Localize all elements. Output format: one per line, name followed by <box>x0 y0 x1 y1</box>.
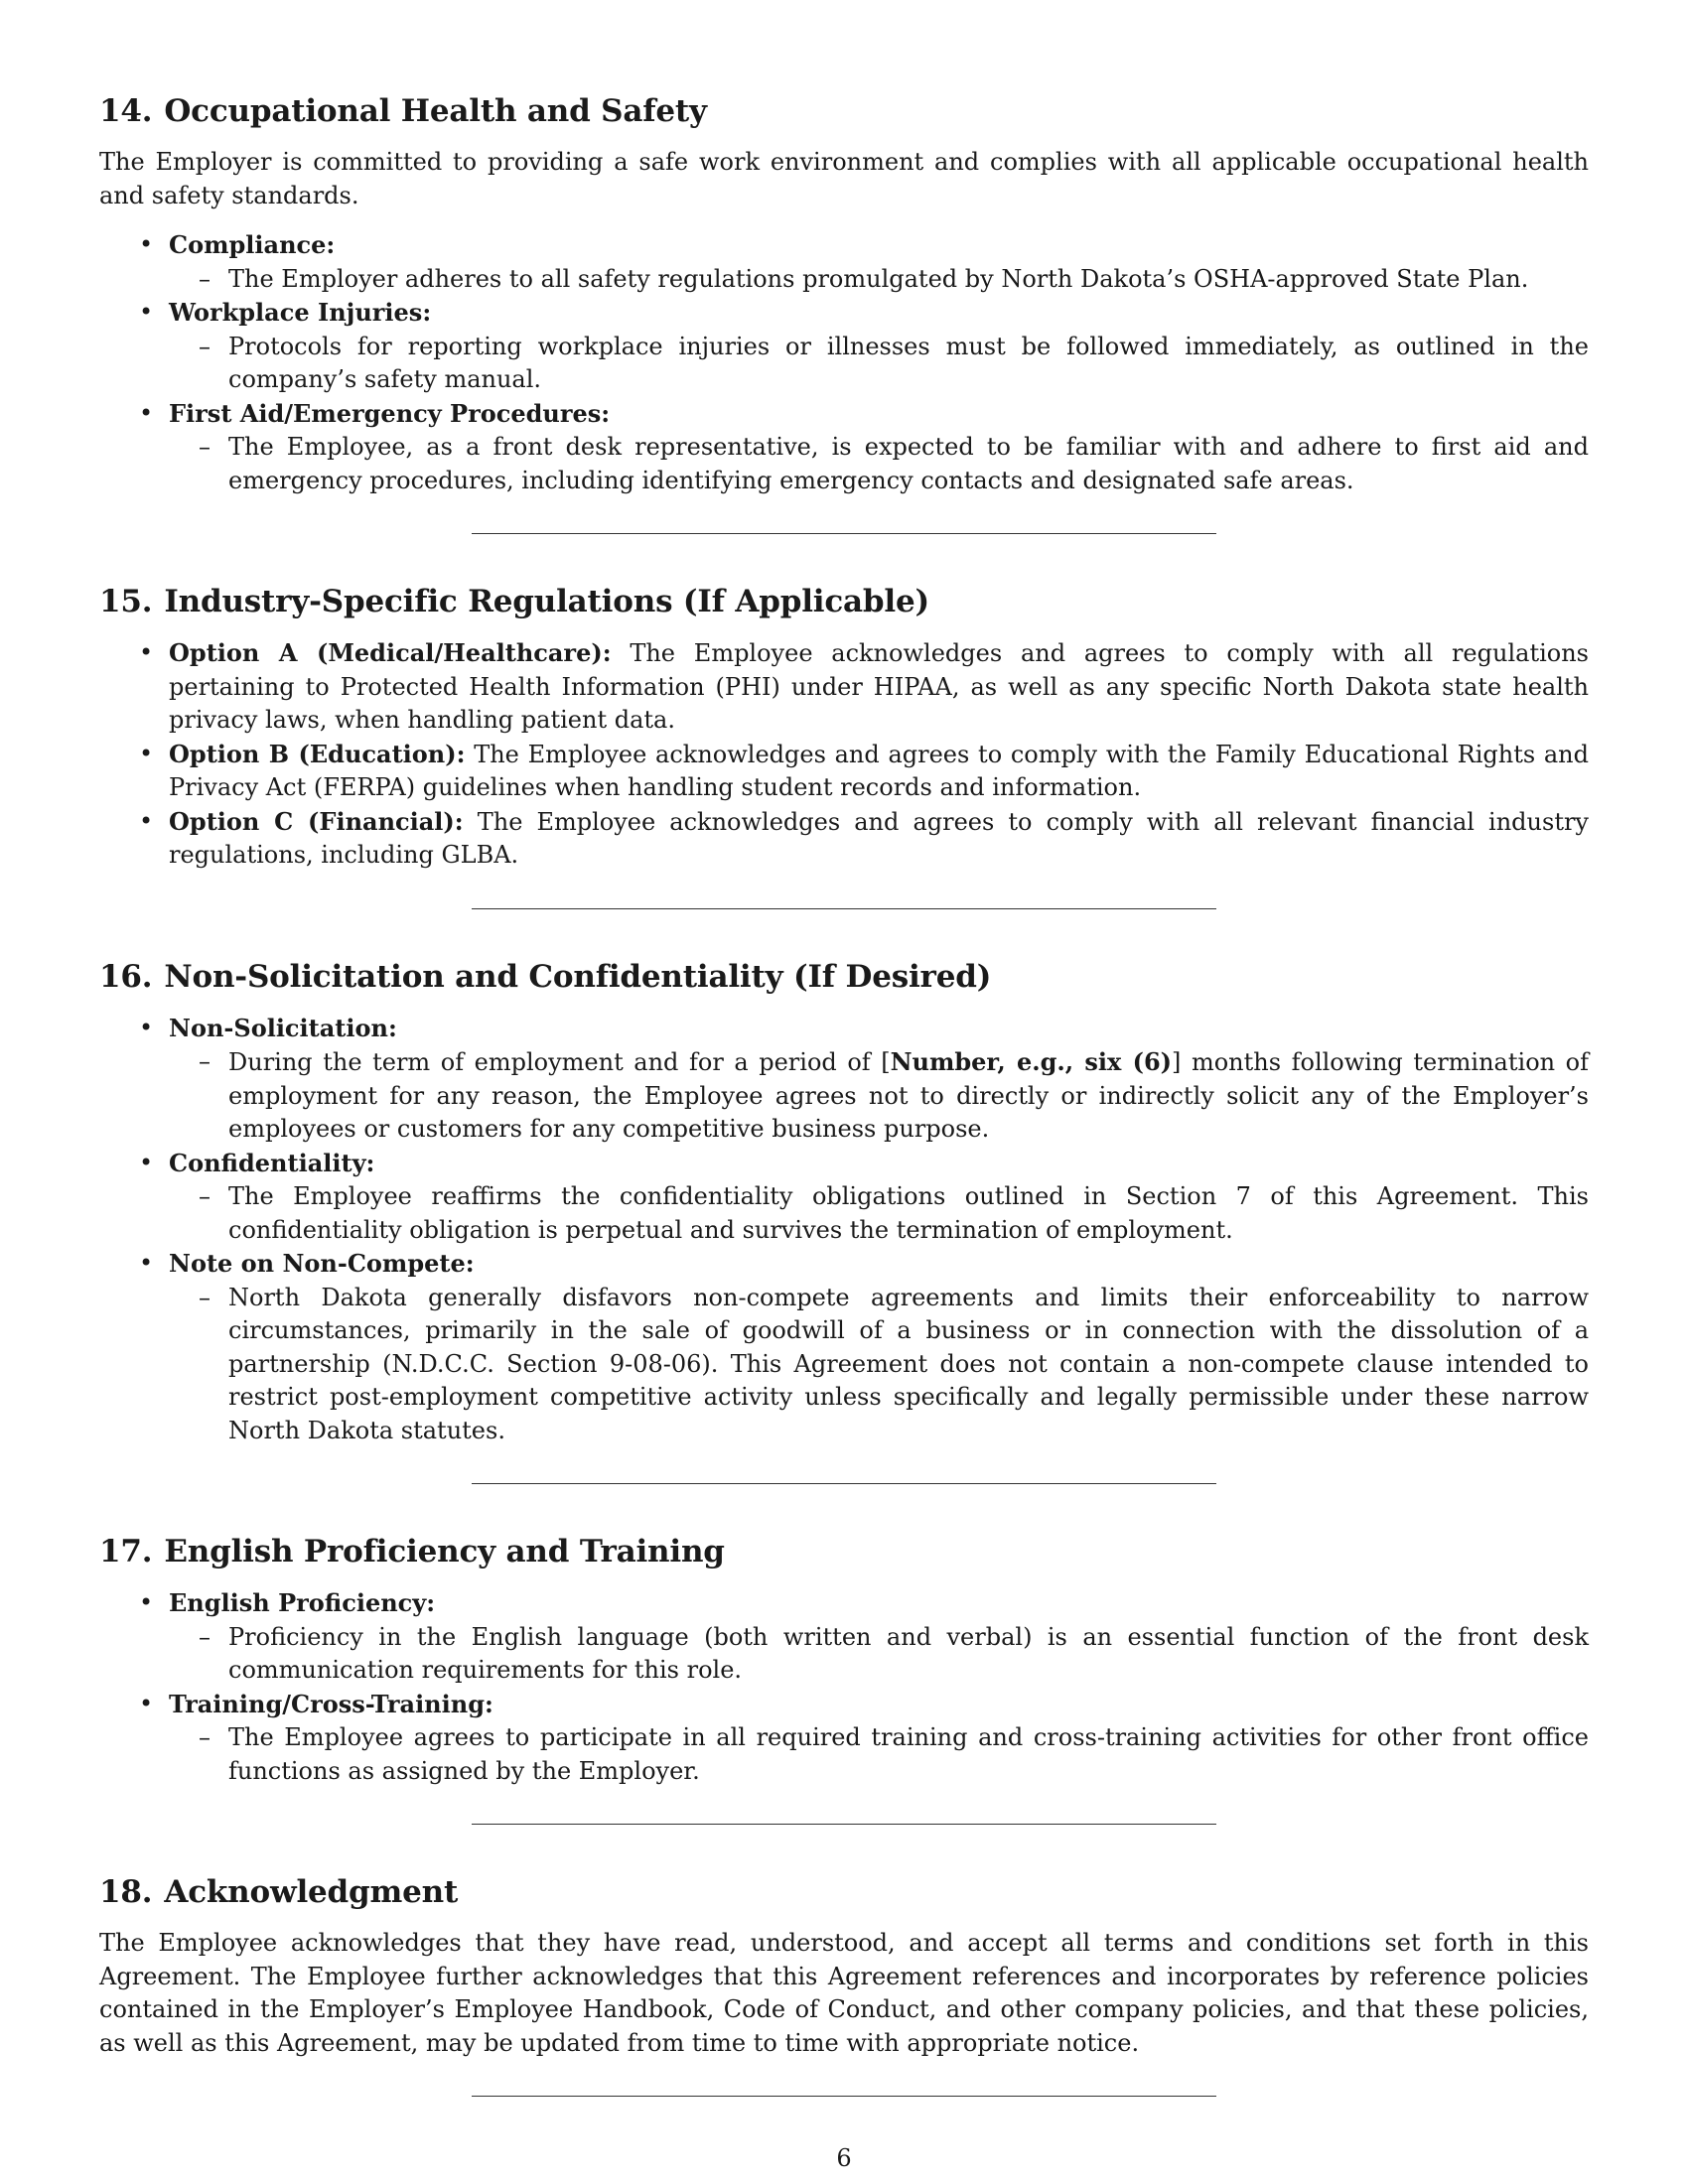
section-heading: 14. Occupational Health and Safety <box>99 93 707 129</box>
section-heading: 15. Industry-Specific Regulations (If Applicable) <box>99 584 929 619</box>
section-16 <box>99 957 1589 1485</box>
item-label: English Proficiency: <box>169 1588 436 1617</box>
list-item <box>169 738 1589 805</box>
section-divider <box>472 1483 1216 1484</box>
sub-item: – Protocols for reporting workplace injuries or illnesses must be followed immediately, as outlined in the company’s safety manual. <box>228 331 1589 397</box>
bullet-list <box>99 228 1589 497</box>
item-label: Training/Cross-Training: <box>169 1689 493 1718</box>
section-title: Non-Solicitation and Confidentiality (If Desired) <box>164 958 992 995</box>
section-intro: The Employer is committed to providing a safe work environment and complies with all applicable occupational health and safety standards. <box>99 148 1589 209</box>
sub-item: – North Dakota generally disfavors non-compete agreements and limits their enforceability to narrow circumstances, primarily in the sale of goodwill of a business or in connection with the dissolution of a partnership (N.D.C.C. Section 9-08-06). This Agreement does not contain a non-compete clause intended to restrict post-employment competitive activity unless specifically and legally permissible under these narrow North Dakota statutes. <box>228 1282 1589 1448</box>
item-label: Option C (Financial): <box>169 806 464 836</box>
page-number: 6 <box>836 2144 852 2172</box>
section-14 <box>99 91 1589 534</box>
list-item <box>169 805 1589 873</box>
section-divider <box>472 1824 1216 1825</box>
list-item <box>169 1012 1589 1147</box>
item-label: Option A (Medical/Healthcare): <box>169 638 612 667</box>
sub-item: – The Employee reaffirms the confidentiality obligations outlined in Section 7 of this Agreement. This confidentiality obligation is perpetual and survives the termination of employment. <box>228 1180 1589 1247</box>
section-heading: 18. Acknowledgment <box>99 1874 459 1910</box>
item-label: Workplace Injuries: <box>169 298 432 327</box>
item-label: Option B (Education): <box>169 739 466 768</box>
list-item <box>169 636 1589 738</box>
section-title: English Proficiency and Training <box>164 1534 725 1570</box>
section-15 <box>99 582 1589 909</box>
list-item <box>169 296 1589 397</box>
list-item <box>169 228 1589 296</box>
item-label: Compliance: <box>169 230 336 259</box>
item-text: The Employee acknowledges and agrees to comply with all relevant financial industry regulations, including GLBA. <box>169 807 1589 869</box>
section-title: Occupational Health and Safety <box>164 93 707 129</box>
item-label: Non-Solicitation: <box>169 1013 397 1042</box>
section-divider <box>472 533 1216 534</box>
sub-item: – The Employee, as a front desk representative, is expected to be familiar with and adhere to first aid and emergency procedures, including identifying emergency contacts and designated safe areas. <box>228 431 1589 497</box>
list-item <box>169 1586 1589 1688</box>
section-intro: The Employee acknowledges that they have read, understood, and accept all terms and conditions set forth in this Agreement. The Employee further acknowledges that this Agreement references and incorporates by reference policies contained in the Employer’s Employee Handbook, Code of Conduct, and other company policies, and that these policies, as well as this Agreement, may be updated from time to time with appropriate notice. <box>99 1929 1589 2057</box>
section-title: Acknowledgment <box>164 1874 459 1910</box>
section-heading: 16. Non-Solicitation and Confidentiality (If Desired) <box>99 958 992 995</box>
list-item <box>169 1688 1589 1789</box>
placeholder-term: Number, e.g., six (6) <box>890 1047 1173 1076</box>
item-text: The Employee acknowledges and agrees to comply with all regulations pertaining to Protected Health Information (PHI) under HIPAA, as well as any specific North Dakota state health privacy laws, when handling patient data. <box>169 639 1589 734</box>
list-item <box>169 1247 1589 1447</box>
sub-item: – The Employer adheres to all safety regulations promulgated by North Dakota’s OSHA-approved State Plan. <box>228 263 1589 297</box>
section-divider <box>472 908 1216 909</box>
document-page <box>99 91 1589 2097</box>
item-label: Confidentiality: <box>169 1148 375 1177</box>
section-divider <box>472 2096 1216 2097</box>
sub-item: – Proficiency in the English language (both written and verbal) is an essential function of the front desk communication requirements for this role. <box>228 1621 1589 1688</box>
section-18 <box>99 1872 1589 2097</box>
section-title: Industry-Specific Regulations (If Applicable) <box>164 584 929 619</box>
list-item <box>169 1147 1589 1248</box>
item-label: First Aid/Emergency Procedures: <box>169 398 611 428</box>
bullet-list <box>99 1586 1589 1788</box>
bullet-list <box>99 1012 1589 1448</box>
item-label: Note on Non-Compete: <box>169 1249 475 1278</box>
section-heading: 17. English Proficiency and Training <box>99 1534 725 1570</box>
list-item <box>169 397 1589 498</box>
sub-item: – During the term of employment and for a period of [Number, e.g., six (6)] months following termination of employment for any reason, the Employee agrees not to directly or indirectly solicit any of the Employer’s employees or customers for any competitive business purpose. <box>228 1045 1589 1147</box>
section-17 <box>99 1532 1589 1825</box>
bullet-list <box>99 636 1589 873</box>
sub-item: – The Employee agrees to participate in all required training and cross-training activities for other front office functions as assigned by the Employer. <box>228 1721 1589 1788</box>
item-text: The Employee acknowledges and agrees to comply with the Family Educational Rights and Privacy Act (FERPA) guidelines when handling student records and information. <box>169 740 1590 801</box>
